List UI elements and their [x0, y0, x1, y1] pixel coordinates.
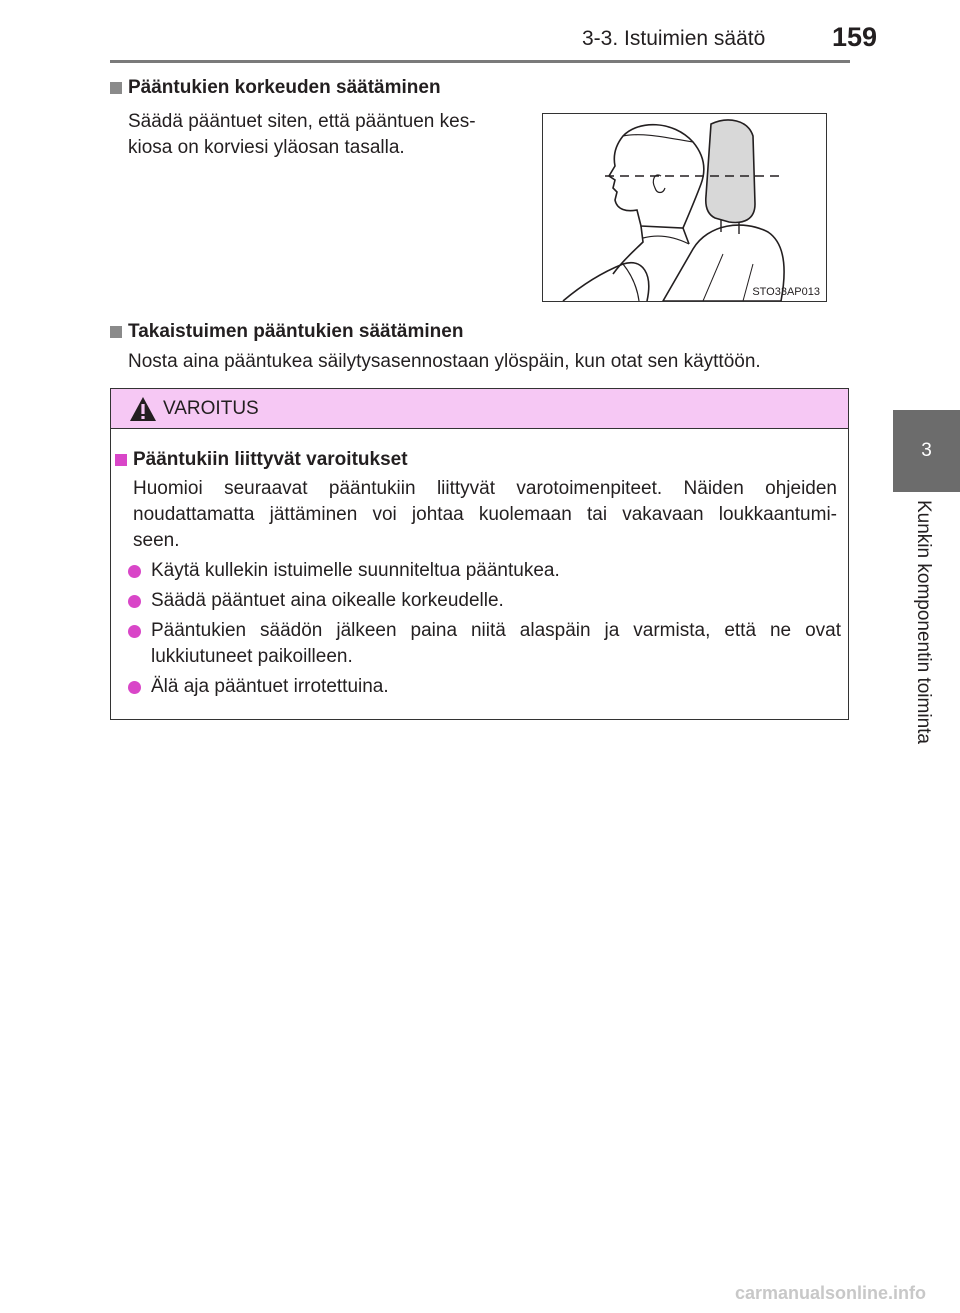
warning-subheading-text: Pääntukiin liittyvät varoitukset: [133, 449, 408, 470]
warning-bullet-4: [128, 674, 840, 700]
warning-bullet-text: lukkiutuneet paikoilleen.: [151, 646, 353, 667]
dot-bullet-icon: [128, 625, 141, 638]
dot-bullet-icon: [128, 565, 141, 578]
section2-text: Nosta aina pääntukea säilytysasennostaan ylöspäin, kun otat sen käyttöön.: [128, 351, 761, 372]
section1-text: [128, 109, 476, 161]
warning-intro-line-2: noudattamatta jättäminen voi johtaa kuolemaan tai vakavaan loukkaantumi-: [133, 504, 837, 525]
headrest-drawing: [543, 114, 826, 301]
warning-bullet-text: Pääntukien säädön jälkeen paina niitä alaspäin ja varmista, että ne ovat: [151, 620, 841, 641]
warning-bullet-text: Säädä pääntuet aina oikealle korkeudelle.: [151, 590, 504, 611]
header-rule: [110, 60, 850, 63]
warning-intro-line-1: Huomioi seuraavat pääntukiin liittyvät varotoimenpiteet. Näiden ohjeiden: [133, 478, 837, 499]
dot-bullet-icon: [128, 681, 141, 694]
dot-bullet-icon: [128, 595, 141, 608]
warning-bullet-1: [128, 558, 840, 584]
chapter-label: Kunkin komponentin toiminta: [913, 500, 934, 744]
warning-bullet-text: Käytä kullekin istuimelle suunniteltua pääntukea.: [151, 560, 560, 581]
chapter-number: 3: [921, 440, 932, 461]
section-heading-headrest-height: [110, 77, 441, 99]
pink-square-bullet-icon: [115, 454, 127, 466]
warning-triangle-icon: [129, 396, 157, 422]
warning-subheading-row: [115, 449, 408, 471]
section1-line-1: Säädä pääntuet siten, että pääntuen kes-: [128, 111, 476, 132]
headrest-illustration: [542, 113, 827, 302]
chapter-tab: [893, 410, 960, 492]
section1-line-2: kiosa on korviesi yläosan tasalla.: [128, 137, 405, 158]
header-section-title: 3-3. Istuimien säätö: [582, 27, 766, 50]
section-heading-text: Takaistuimen pääntukien säätäminen: [128, 321, 464, 342]
warning-bullet-3: [128, 618, 841, 670]
section-heading-text: Pääntukien korkeuden säätäminen: [128, 77, 441, 98]
warning-bullet-text-block: [151, 618, 841, 670]
square-bullet-icon: [110, 326, 122, 338]
warning-bullet-text: Älä aja pääntuet irrotettuina.: [151, 676, 389, 697]
square-bullet-icon: [110, 82, 122, 94]
warning-header: [111, 389, 848, 429]
section-heading-rear-headrests: [110, 321, 463, 343]
warning-intro-line-3: seen.: [133, 530, 180, 551]
figure-code: STO33AP013: [752, 286, 820, 298]
warning-bullet-2: [128, 588, 840, 614]
warning-box: [110, 388, 849, 720]
warning-title: VAROITUS: [163, 397, 259, 419]
footer-watermark: carmanualsonline.info: [735, 1283, 927, 1303]
page-number: 159: [832, 22, 878, 52]
headrest: [706, 120, 755, 222]
warning-intro: [133, 476, 837, 554]
